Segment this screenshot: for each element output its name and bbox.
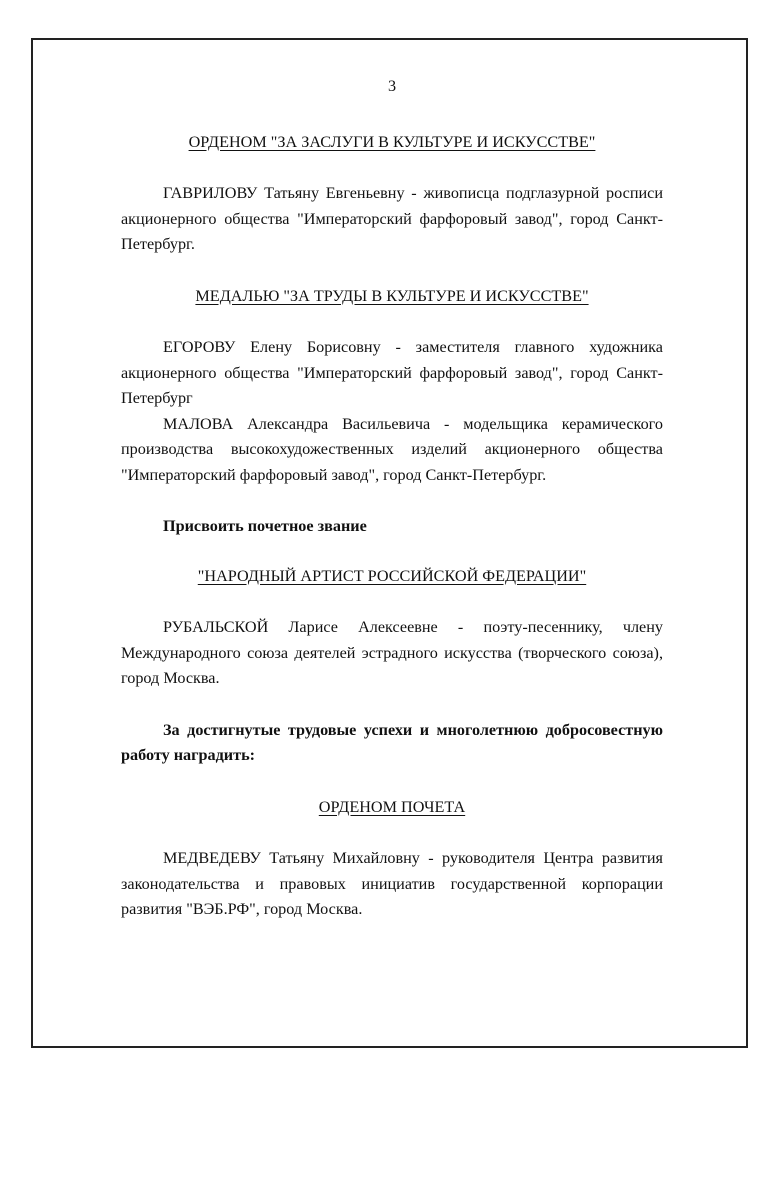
award-heading-medal-culture-text: МЕДАЛЬЮ "ЗА ТРУДЫ В КУЛЬТУРЕ И ИСКУССТВЕ" [195,286,589,305]
award-heading-order-culture-text: ОРДЕНОМ "ЗА ЗАСЛУГИ В КУЛЬТУРЕ И ИСКУССТВЕ" [188,132,596,151]
award-entry-medvedeva: МЕДВЕДЕВУ Татьяну Михайловну - руководителя Центра развития законодательства и правовых инициатив государственной корпорации развития "ВЭБ.РФ", город Москва. [121,849,663,918]
award-heading-order-culture [121,130,663,156]
award-heading-order-honor [121,795,663,821]
honorary-title-intro: Присвоить почетное звание [163,517,367,535]
page-content [121,74,663,923]
award-entry-rubalskaya: РУБАЛЬСКОЙ Ларисе Алексеевне - поэту-песеннику, члену Международного союза деятелей эстрадного искусства (творческого союза), город Москва. [121,618,663,687]
document-page [31,38,748,1048]
award-heading-medal-culture [121,284,663,310]
page-number: 3 [387,77,397,95]
award-entry-malov: МАЛОВА Александра Васильевича - модельщика керамического производства высокохудожественных изделий акционерного общества "Императорский фарфоровый завод", город Санкт-Петербург. [121,414,663,484]
labor-award-intro: За достигнутые трудовые успехи и многолетнюю добросовестную работу наградить: [121,720,663,764]
award-entry-egorova: ЕГОРОВУ Елену Борисовну - заместителя главного художника акционерного общества "Императорский фарфоровый завод", город Санкт-Петербург [121,338,663,407]
honorary-title-heading-text: "НАРОДНЫЙ АРТИСТ РОССИЙСКОЙ ФЕДЕРАЦИИ" [197,566,587,585]
honorary-title-heading [121,564,663,590]
award-heading-order-honor-text: ОРДЕНОМ ПОЧЕТА [318,797,466,816]
award-entry-gavrilova: ГАВРИЛОВУ Татьяну Евгеньевну - живописца подглазурной росписи акционерного общества "Императорский фарфоровый завод", город Санкт-Петербург. [121,184,663,253]
